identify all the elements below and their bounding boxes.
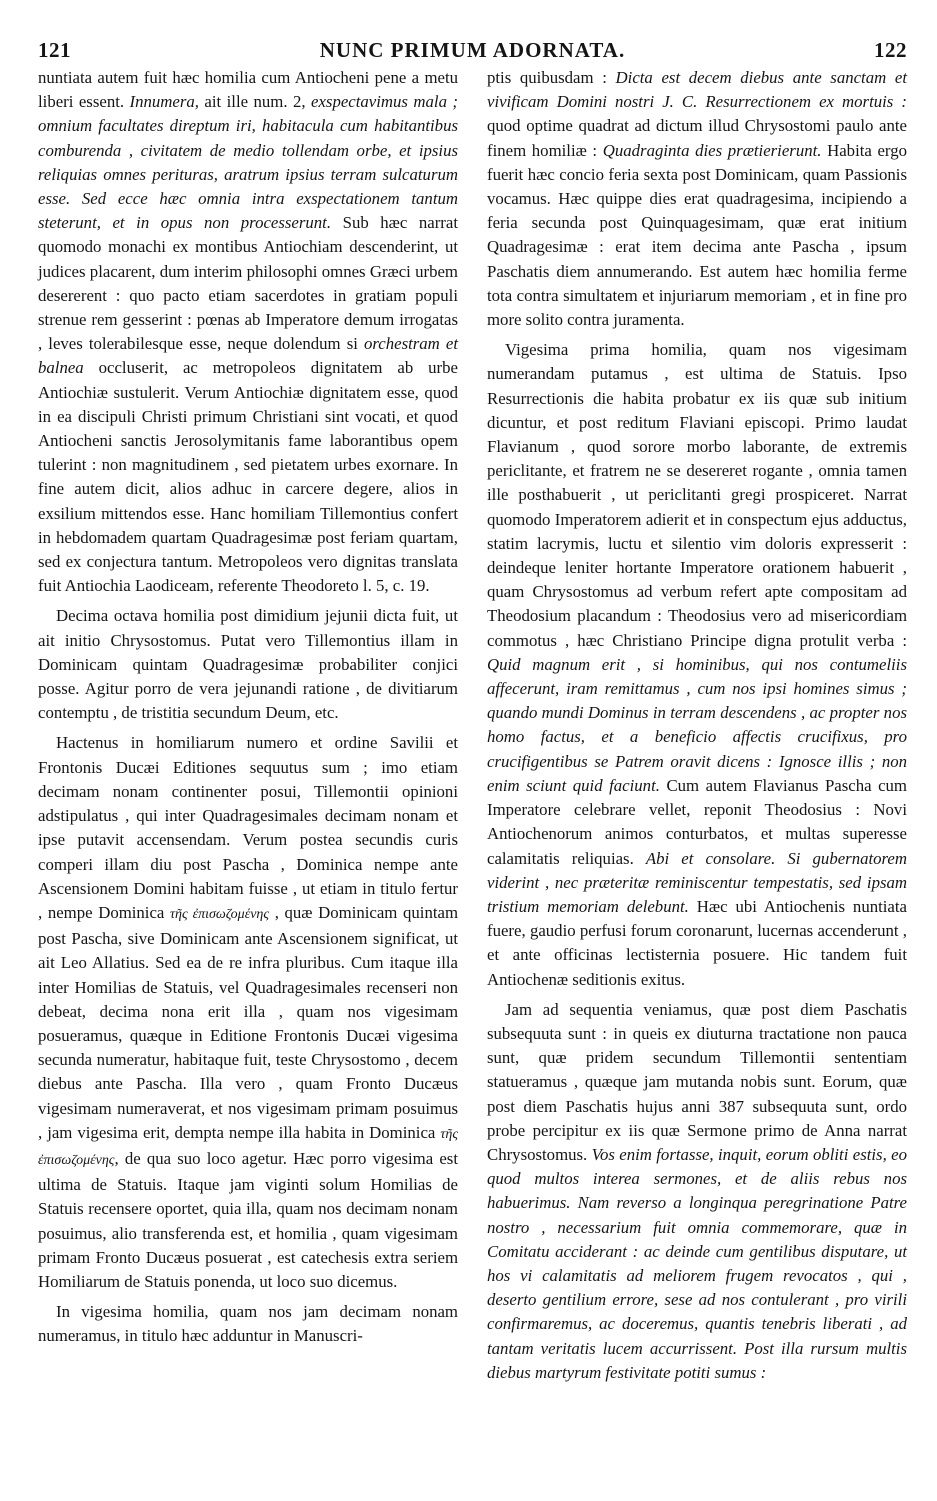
left-column xyxy=(38,66,458,1391)
text-run: , de qua suo loco agetur. Hæc porro vigesima est ultima de Statuis. Itaque jam viginti solum Homilias de Statuis recensere oportet, quia illa, quam nos decimam nonam posuimus, alio transferenda est, et homilia , quam vigesimam primam Fronto Ducæus posuerat , est catechesis extra seriem Homiliarum de Statuis ponenda, ut loco suo dicemus. xyxy=(38,1148,458,1291)
text-columns xyxy=(38,66,907,1391)
paragraph xyxy=(487,338,907,991)
text-run: Habita ergo fuerit hæc concio feria sexta post Dominicam, quam Passionis vocamus. Hæc quippe dies erat quadragesima, incipiendo a feria secunda post Quinquagesimam, quæ erat initium Quadragesimæ : erat item decima ante Pascha , ipsum Paschatis diem annumerando. Est autem hæc homilia ferme tota contra simultatem et injuriarum memoriam , et in fine pro more solito contra juramenta. xyxy=(487,140,907,330)
paragraph xyxy=(38,604,458,725)
italic-run: Innumera, xyxy=(129,92,199,112)
running-title: NUNC PRIMUM ADORNATA. xyxy=(319,38,626,62)
italic-run: Quadraginta dies prætierierunt. xyxy=(602,140,822,160)
page-number-right: 122 xyxy=(873,38,907,62)
page-number-left: 121 xyxy=(38,38,71,62)
paragraph xyxy=(487,998,907,1385)
text-run: Hæc ubi Antiochenis nuntiata fuere, gaudio perfusi forum coronarunt, lucernas accenderunt , et ante officinas lectisternia posuere. Hic tandem fuit Antiochenæ seditionis exitus. xyxy=(487,896,907,989)
text-run: Vigesima prima homilia, quam nos vigesimam numerandam putamus , est ultima de Statuis. Ipso Resurrectionis die habita probatur ex iis quæ sub initium dicuntur, et post reditum Flaviani episcopi. Primo laudat Flavianum , quod sorore morbo laborante, de extremis periclitante, et fratrem ne se desereret rogante , omnia tamen ille posthabuerit , ut periclitanti gregi prospiceret. Narrat quomodo Imperatorem adierit et in conspectum ejus adductus, statim lacrymis, luctu et silentio vim doloris expresserit : deindeque leniter hortante Imperatore orationem habuerit , quam Chrysostomus ad verbum refert apte compositam ad Theodosium placandum : Theodosius vero ad misericordiam commotus , hæc Christiano Principe digna protulit verba : xyxy=(487,340,907,650)
running-header xyxy=(38,38,907,64)
text-run: nuntiata autem fuit hæc homilia cum Antiocheni pene a metu liberi essent. xyxy=(38,68,458,112)
italic-run: Quid magnum erit , si hominibus, qui nos contumeliis affecerunt, iram remittamus , cum nos ipsi homines simus ; quando mundi Dominus in terram descendens , ac propter nos homo factus, et a beneficio affectis crucifixus, pro crucifigentibus se Patrem oravit dicens : Ignosce illis ; non enim sciunt quid faciunt. xyxy=(487,654,907,795)
text-run: Cum autem Flavianus Pascha cum Imperatore celebrare vellet, reponit Theodosius : Novi Antiochenorum animos conturbatos, et multas superesse calamitatis reliquias. xyxy=(487,775,907,868)
text-run: Hactenus in homiliarum numero et ordine Savilii et Frontonis Ducæi Editiones sequutus sum ; imo etiam decimam nonam continenter posui, Tillemontii opinioni adstipulatus , qui inter Quadragesimales decimam nonam et ipse putavit accensendam. Verum postea secundis curis comperi illam diu post Pascha , Dominica nempe ante Ascensionem Domini habitam fuisse , ut etiam in titulo fertur , nempe Dominica xyxy=(38,733,458,922)
italic-run: Abi et consolare. Si gubernatorem viderint , nec præteritæ reminiscentur tempestatis, sed ipsam tristium memoriam delebunt. xyxy=(487,848,907,916)
italic-run: Dicta est decem diebus ante sanctam et vivificam Domini nostri J. C. Resurrectionem ex mortuis : xyxy=(487,68,907,112)
right-column xyxy=(487,66,907,1391)
italic-run: Vos enim fortasse, inquit, eorum obliti estis, eo quod multos interea sermones, et de aliis rebus nos habuerimus. Nam reverso a longinqua peregrinatione Patre nostro , necessarium fuit omnia commemorare, quæ in Comitatu acciderant : ac deinde cum gentilibus disputare, ut hos vi calamitatis ad meliorem frugem revocatos , qui , deserto gentilium errore, sese ad nos contulerant , pro virili confirmaremus, ac doceremus, quantis tenebris liberati , ad tantam veritatis lucem accurrissent. Post illa rursum multis diebus martyrum festivitate potiti sumus : xyxy=(487,1144,907,1382)
text-run: quod optime quadrat ad dictum illud Chrysostomi paulo ante finem homiliæ : xyxy=(487,116,907,160)
italic-run: exspectavimus mala ; omnium facultates direptum iri, habitacula cum habitantibus comburenda , civitatem de medio tollendam orbe, et ipsius reliquias omnes perituras, aratrum ipsius terram sulcaturum esse. Sed ecce hæc omnia intra exspectationem tantum steterunt, et in opus non processerunt. xyxy=(38,92,458,233)
text-run: Sub hæc narrat quomodo monachi ex montibus Antiochiam descenderint, ut judices placarent, dum interim philosophi omnes Græci urbem desererent : quo pacto etiam sacerdotes in gratiam populi strenue rem gesserint : pœnas ab Imperatore demum irrogatas , leves tolerabilesque esse, neque dolendum si xyxy=(38,213,459,354)
text-run: , quæ Dominicam quintam post Pascha, sive Dominicam ante Ascensionem significat, ut ait Leo Allatius. Sed ea de re infra pluribus. Cum itaque illa inter Homilias de Statuis, vel Quadragesimales recenseri non debeat, decima nona erit illa , quam nos vigesimam posueramus, quæque in Editione Frontonis Ducæi vigesima secunda numeratur, habitaque fuit, teste Chrysostomo , decem diebus ante Pascha. Illa vero , quam Fronto Ducæus vigesimam numeraverat, et nos vigesimam primam posuimus , jam vigesima erit, dempta nempe illa habita in Dominica xyxy=(38,902,458,1142)
greek-run: τῆς ἐπισωζομένης xyxy=(170,906,270,922)
text-run: occluserit, ac metropoleos dignitatem ab urbe Antiochiæ sustulerit. Verum Antiochiæ dignitatem esse, quod in ea discipuli Christi primum Christiani sint vocati, et quod Antiocheni sanctis Jerosolymitanis fame laborantibus opem tulerint : non magnitudinem , sed pietatem urbes exornare. In fine autem dicit, alios adhuc in carcere degere, alios in exsilium mittendos esse. Hanc homiliam Tillemontius confert in hebdomadem quartam Quadragesimæ post feriam quartam, sed ex conjectura tantum. Metropoleos vero dignitas translata fuit Antiochia Laodiceam, referente Theodoreto l. 5, c. 19. xyxy=(38,358,458,596)
text-run: ptis quibusdam : xyxy=(487,68,616,87)
paragraph xyxy=(487,66,907,332)
text-run: ait ille num. 2, xyxy=(198,92,312,112)
paragraph xyxy=(38,66,458,598)
text-run: Decima octava homilia post dimidium jejunii dicta fuit, ut ait initio Chrysostomus. Putat vero Tillemontius illam in Dominicam quintam Quadragesimæ probabiliter conjici posse. Agitur porro de vera jejunandi ratione , de divitiarum contemptu , de tristitia secundum Deum, etc. xyxy=(38,606,458,723)
greek-run: τῆς ἐπισωζομένης xyxy=(38,1126,458,1168)
text-run: Jam ad sequentia veniamus, quæ post diem Paschatis subsequuta sunt : in queis ex diuturna tractatione non pauca sunt, quæ pridem secundum Tillemontii sententiam statueramus , quæque jam mutanda nobis sunt. Eorum, quæ post diem Paschatis hujus anni 387 subsequuta sunt, ordo probe percipitur ex iis quæ Sermone primo de Anna narrat Chrysostomus. xyxy=(487,999,907,1164)
italic-run: orchestram et balnea xyxy=(38,334,459,378)
paragraph xyxy=(38,731,458,1294)
paragraph xyxy=(38,1300,458,1348)
text-run: In vigesima homilia, quam nos jam decimam nonam numeramus, in titulo hæc adduntur in Manuscri- xyxy=(38,1302,458,1346)
